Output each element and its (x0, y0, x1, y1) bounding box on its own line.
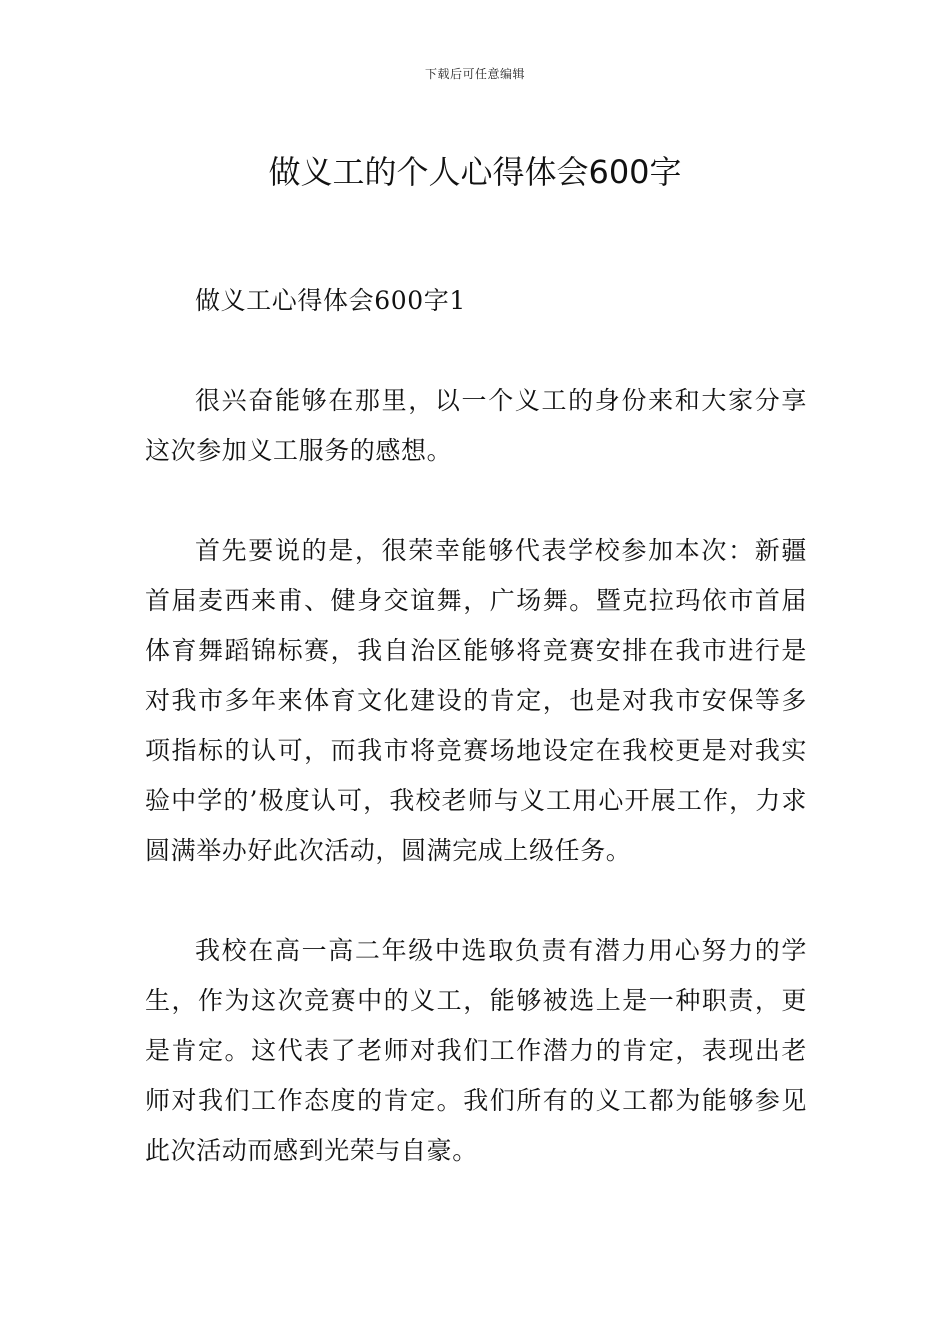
header-note: 下载后可任意编辑 (424, 67, 525, 81)
paragraph-1: 很兴奋能够在那里，以一个义工的身份来和大家分享这次参加义工服务的感想。 (145, 386, 807, 465)
document-title: 做义工的个人心得体会600字 (268, 153, 682, 192)
paragraph-3: 我校在高一高二年级中选取负责有潜力用心努力的学生，作为这次竞赛中的义工，能够被选上是一种职责，更是肯定。这代表了老师对我们工作潜力的肯定，表现出老师对我们工作态度的肯定。我们所有的义工都为能够参见此次活动而感到光荣与自豪。 (145, 936, 807, 1165)
paragraph-2: 首先要说的是，很荣幸能够代表学校参加本次：新疆首届麦西来甫、健身交谊舞，广场舞。暨克拉玛依市首届体育舞蹈锦标赛，我自治区能够将竞赛安排在我市进行是对我市多年来体育文化建设的肯定，也是对我市安保等多项指标的认可，而我市将竞赛场地设定在我校更是对我实验中学的’极度认可，我校老师与义工用心开展工作，力求圆满举办好此次活动，圆满完成上级任务。 (145, 536, 807, 865)
document-body (145, 276, 807, 1176)
section-subheading: 做义工心得体会600字1 (195, 286, 466, 315)
